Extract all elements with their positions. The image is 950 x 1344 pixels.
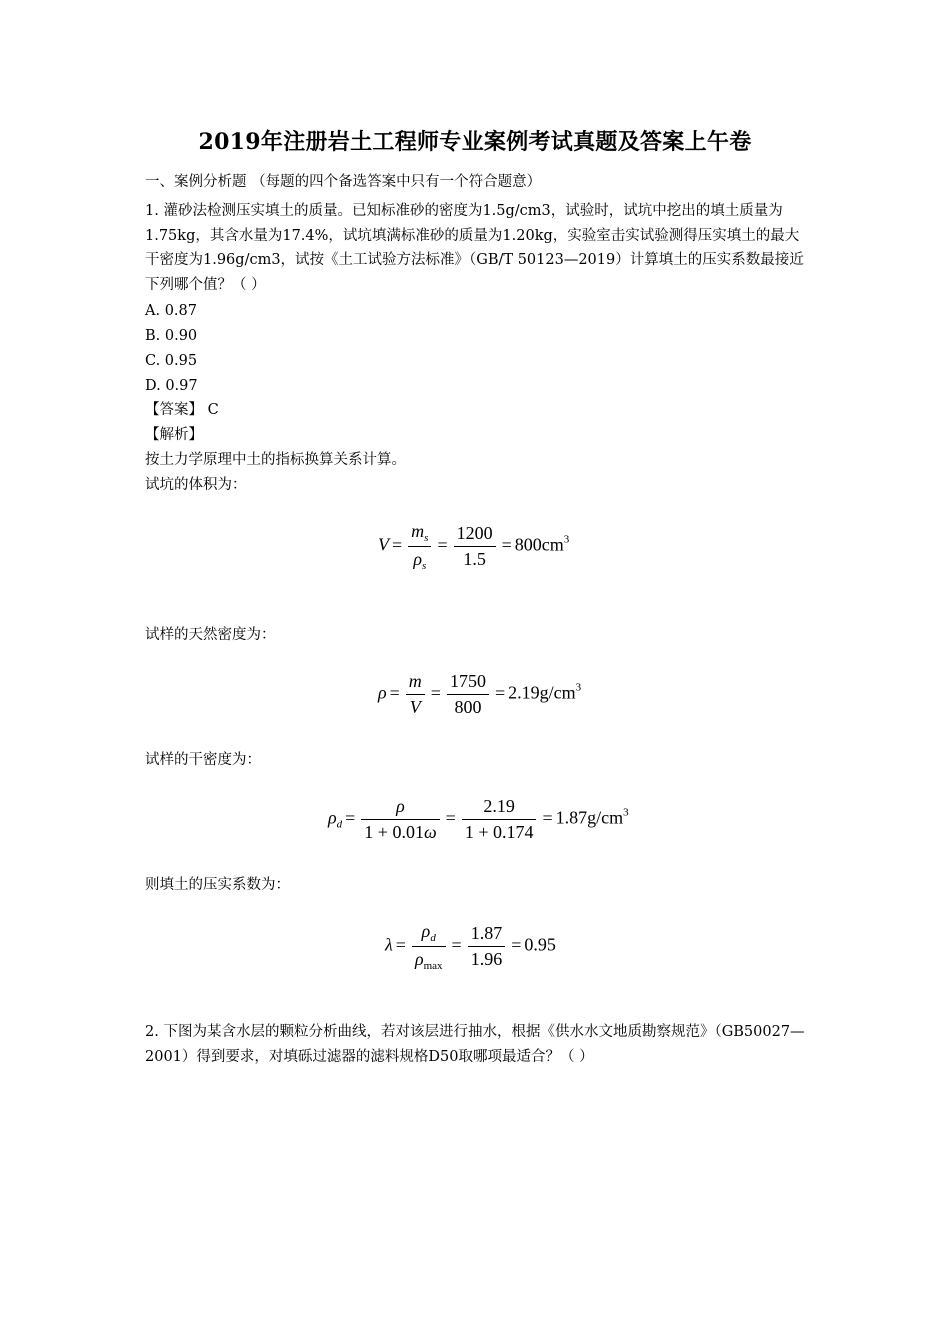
formula-lhs: ρ: [328, 807, 337, 828]
step-1-label: 试坑的体积为：: [145, 477, 247, 493]
formula-symbol: ρ: [413, 549, 422, 569]
option-d: D. 0.97: [145, 378, 198, 394]
question-1-text: 1. 灌砂法检测压实填土的质量。已知标准砂的密度为1.5g/cm3，试验时，试坑中挖出的填土质量为1.75kg，其含水量为17.4%，试坑填满标准砂的质量为1.20kg，实验室击实试验测得压实填土的最大干密度为1.96g/cm3，试按《土工试验方法标准》（GB/T 50123—2019）计算填土的压实系数最接近下列哪个值？（ ）: [145, 203, 804, 293]
formula-subscript: s: [421, 560, 427, 572]
formula-subscript: max: [423, 960, 443, 972]
formula-subscript: d: [336, 818, 343, 831]
formula-result: 800cm: [514, 534, 564, 555]
formula-subscript: d: [430, 932, 436, 944]
formula-numerator: 2.19: [462, 796, 537, 820]
option-a: A. 0.87: [145, 303, 197, 319]
formula-result: 1.87g/cm: [555, 807, 624, 828]
formula-superscript: 3: [563, 533, 570, 546]
formula-superscript: 3: [575, 681, 582, 694]
formula-lhs: V: [378, 534, 389, 555]
formula-symbol: ω: [423, 822, 437, 842]
step-2-label: 试样的天然密度为：: [145, 627, 276, 643]
formula-numerator: 1750: [447, 671, 489, 695]
analysis-intro: 按土力学原理中土的指标换算关系计算。: [145, 452, 406, 468]
formula-result: 0.95: [524, 934, 556, 955]
formula-volume: V = $\frac{m_s}{\rho_s}$ = $\frac{1200}{1.5}$ = $800cm^3$: [378, 521, 570, 572]
formula-numerator: ρ: [361, 796, 439, 820]
formula-denominator: 800: [454, 697, 482, 717]
formula-natural-density: ρ = $\frac{m}{V}$ = $\frac{1750}{800}$ = $2.19g/cm^3$: [378, 671, 582, 717]
formula-denominator: 1 + 0.174: [464, 822, 534, 842]
formula-denominator: V: [409, 697, 421, 717]
analysis-label: 【解析】: [145, 427, 203, 443]
formula-denominator: 1.96: [470, 949, 503, 969]
formula-lhs: λ: [385, 934, 393, 955]
step-3-label: 试样的干密度为：: [145, 752, 261, 768]
option-b: B. 0.90: [145, 328, 198, 344]
formula-denominator: 1 + 0.01: [364, 822, 424, 842]
formula-superscript: 3: [623, 806, 629, 819]
formula-lhs: ρ: [378, 682, 387, 703]
formula-result: 2.19g/cm: [508, 682, 576, 703]
formula-numerator: 1.87: [468, 923, 506, 947]
question-2-text: 2. 下图为某含水层的颗粒分析曲线，若对该层进行抽水，根据《供水水文地质勘察规范》（GB50027—2001）得到要求，对填砾过滤器的滤料规格D50取哪项最适合？（ ）: [145, 1024, 805, 1065]
formula-numerator: 1200: [454, 523, 496, 547]
formula-subscript: s: [424, 532, 429, 544]
formula-symbol: m: [411, 521, 425, 541]
section-heading: 一、案例分析题 （每题的四个备选答案中只有一个符合题意）: [145, 174, 542, 190]
formula-symbol: ρ: [414, 949, 424, 969]
formula-compaction: λ = $\frac{\rho_d}{\rho_{max}}$ = $\frac{1.87}{1.96}$ = 0.95: [385, 921, 556, 972]
option-c: C. 0.95: [145, 353, 198, 369]
formula-denominator: 1.5: [463, 549, 486, 569]
page-title: 2019年注册岩土工程师专业案例考试真题及答案上午卷: [198, 129, 752, 155]
step-4-label: 则填土的压实系数为：: [145, 877, 290, 893]
formula-symbol: ρ: [421, 921, 431, 941]
answer: 【答案】 C: [145, 402, 219, 418]
formula-dry-density: $\rho_d$ = $\frac{\rho}{1 + 0.01\omega}$ = $\frac{2.19}{1 + 0.174}$ = $1.87g/cm^3$: [328, 796, 629, 842]
formula-numerator: m: [406, 671, 425, 695]
